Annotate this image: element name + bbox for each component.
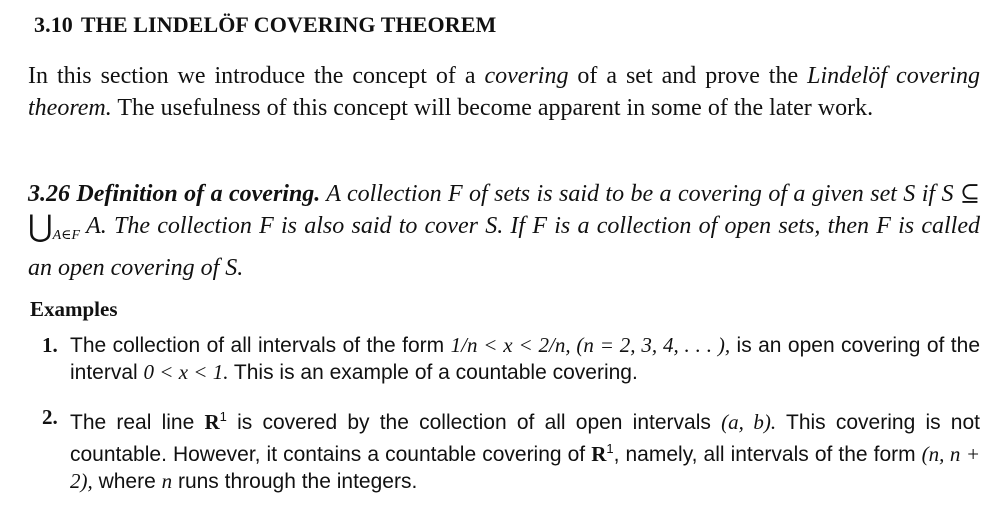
- example-1-text-a: The collection of all intervals of the form: [70, 334, 451, 357]
- example-2-text-e: where: [92, 470, 162, 493]
- example-2-text-f: runs through the integers.: [172, 470, 418, 493]
- example-2-text-c: This covering is not countable. However, it contains a countable covering of: [70, 411, 980, 466]
- example-number-1: 1.: [42, 333, 58, 357]
- example-2-math-1: (a, b).: [721, 410, 777, 434]
- example-2-real-line-1: R: [204, 410, 220, 434]
- intro-term-theorem: Lindelöf covering theorem.: [28, 63, 981, 121]
- intro-paragraph: [28, 60, 980, 124]
- example-2-math-2: (n, n + 2),: [70, 442, 981, 493]
- examples-list: [28, 332, 980, 513]
- union-symbol: ⋃: [28, 210, 53, 243]
- example-2-superscript-2: 1: [606, 441, 614, 456]
- definition-paragraph: [28, 178, 980, 284]
- definition-text-1: A collection F of sets is said to be a covering of a given set S if S ⊆: [326, 181, 980, 207]
- example-2-math-3: n: [161, 469, 173, 493]
- example-2-text-a: The real line: [70, 411, 205, 434]
- example-2-text-b: is covered by the collection of all open intervals: [226, 411, 722, 434]
- example-item-2: [28, 404, 980, 495]
- union-index: A∈F: [52, 228, 81, 243]
- definition-label: 3.26 Definition of a covering.: [28, 181, 321, 207]
- intro-term-covering: covering: [484, 63, 569, 89]
- intro-text-1: In this section we introduce the concept of a: [28, 63, 485, 89]
- example-item-1: [28, 332, 980, 386]
- section-title-text: THE LINDELÖF COVERING THEOREM: [80, 12, 497, 37]
- example-2-text-d: , namely, all intervals of the form: [613, 443, 922, 466]
- example-1-math-2: 0 < x < 1.: [143, 360, 229, 384]
- example-1-math-1: 1/n < x < 2/n, (n = 2, 3, 4, . . . ),: [450, 333, 731, 357]
- example-2-real-line-2: R: [591, 442, 607, 466]
- section-number: 3.10: [34, 12, 73, 37]
- definition-text-2: A. The collection F is also said to cover S. If F is a collection of open sets, then F is called an open covering of S.: [28, 213, 980, 281]
- section-title: [34, 12, 496, 38]
- example-2-superscript-1: 1: [219, 409, 227, 424]
- example-number-2: 2.: [42, 405, 58, 429]
- intro-text-2: of a set and prove the: [568, 63, 808, 89]
- examples-heading: Examples: [30, 297, 118, 321]
- example-1-text-c: This is an example of a countable covering.: [228, 361, 638, 384]
- intro-text-3: The usefulness of this concept will become apparent in some of the later work.: [111, 95, 874, 121]
- example-1-text-b: is an open covering of the interval: [70, 334, 980, 384]
